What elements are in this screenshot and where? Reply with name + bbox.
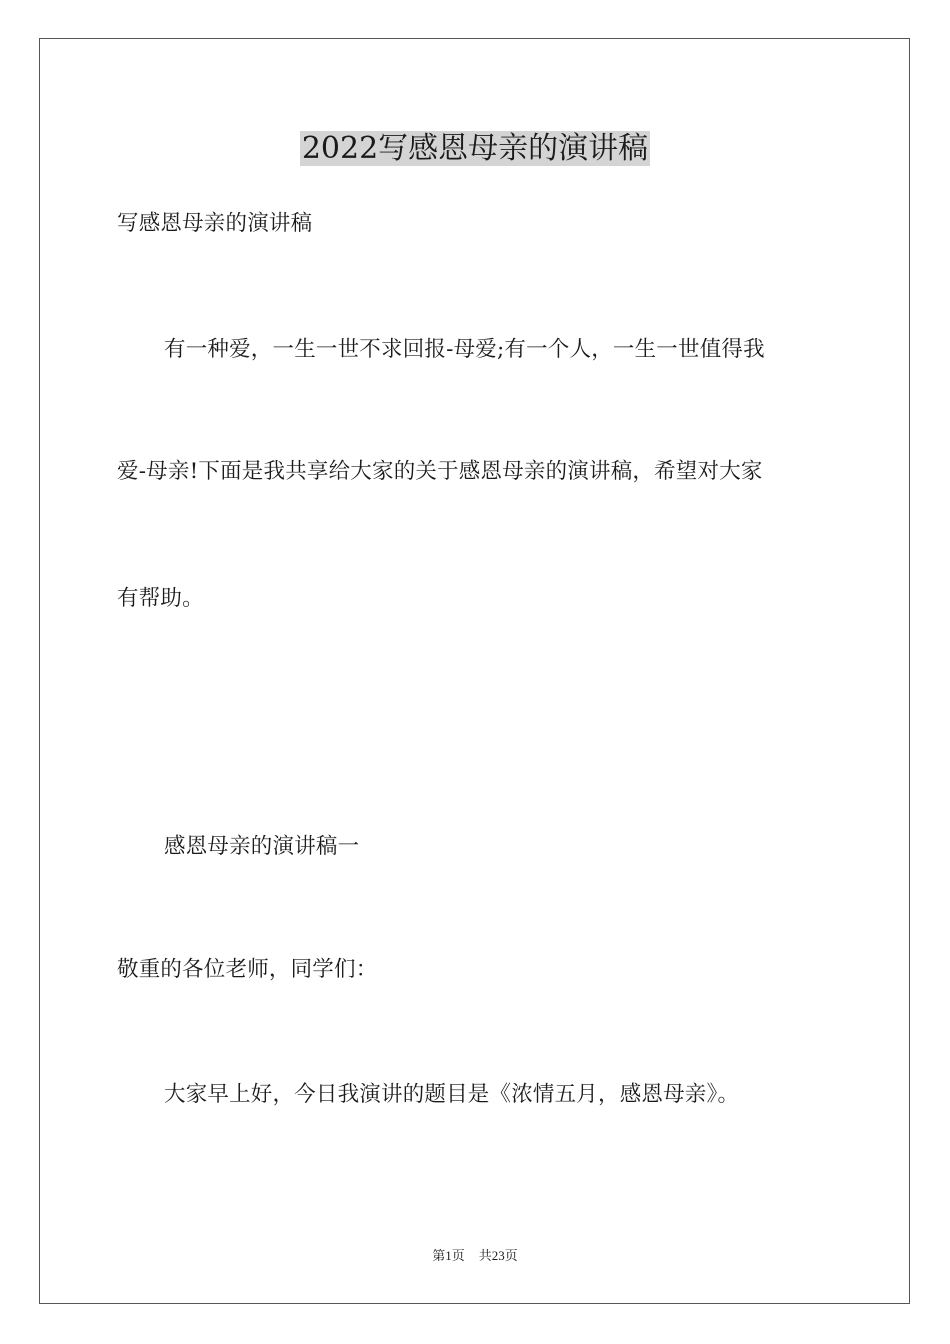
- salutation: 敬重的各位老师，同学们：: [117, 957, 378, 982]
- opening-paragraph: 大家早上好，今日我演讲的题目是《浓情五月，感恩母亲》。: [164, 1082, 740, 1107]
- intro-line-1: 有一种爱，一生一世不求回报-母爱;有一个人，一生一世值得我: [164, 337, 765, 362]
- page-number: 第1页: [432, 1248, 465, 1263]
- page-footer: [0, 1246, 950, 1266]
- document-title-text: 2022写感恩母亲的演讲稿: [301, 131, 649, 166]
- intro-line-3: 有帮助。: [117, 586, 204, 611]
- intro-line-2: 爱-母亲!下面是我共享给大家的关于感恩母亲的演讲稿，希望对大家: [117, 459, 763, 484]
- document-subtitle: 写感恩母亲的演讲稿: [117, 211, 313, 236]
- page-total: 共23页: [478, 1248, 518, 1263]
- document-title: [0, 128, 950, 170]
- section-heading: 感恩母亲的演讲稿一: [164, 834, 360, 859]
